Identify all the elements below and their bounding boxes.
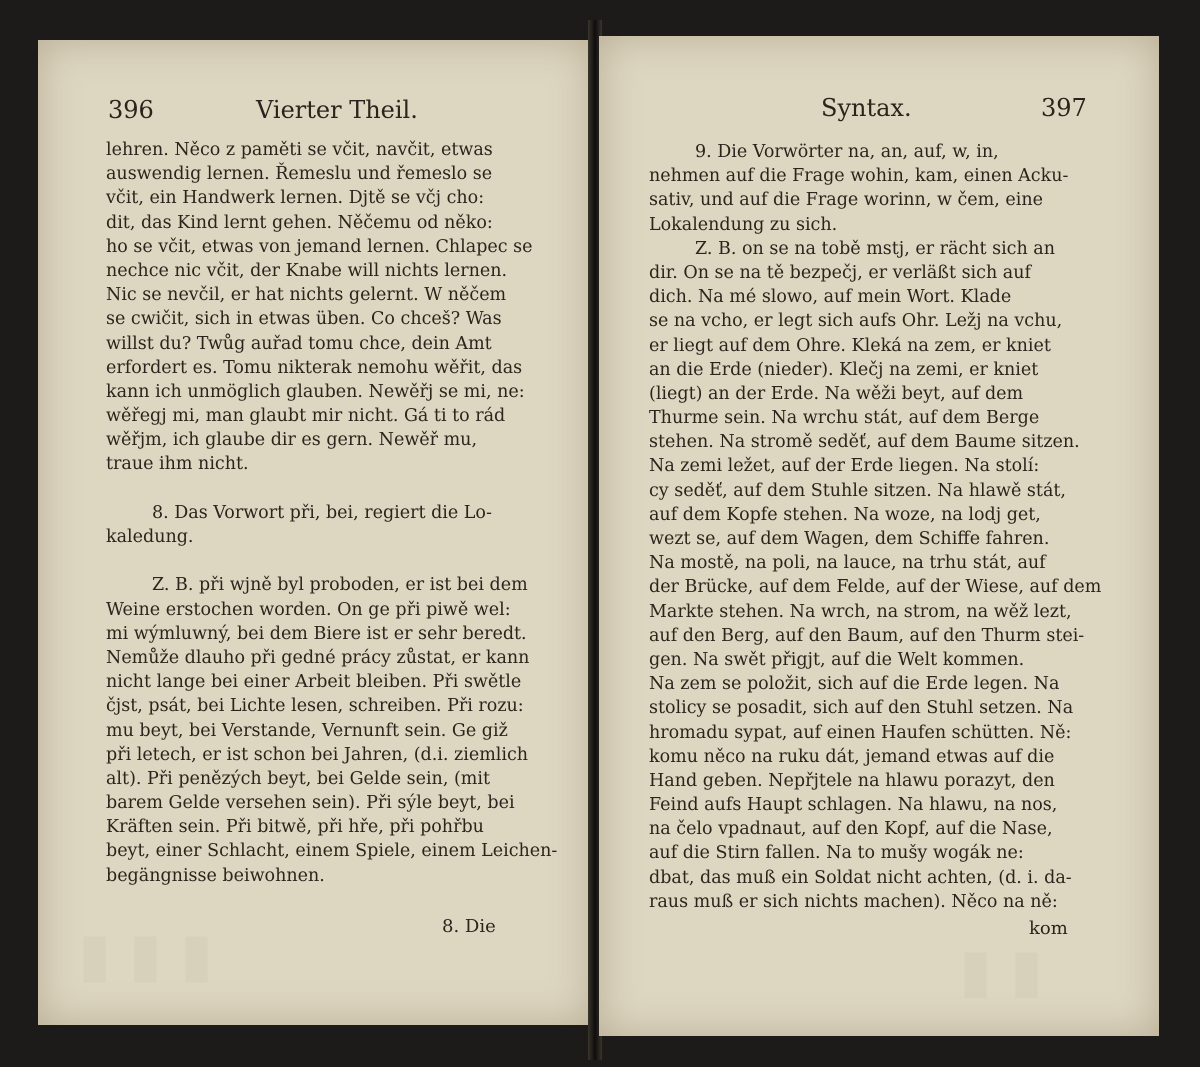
text-line: kaledung. [106, 527, 194, 547]
page-number-right: 397 [1041, 94, 1087, 122]
blank-line [106, 477, 538, 501]
text-line: Z. B. při wjně byl proboden, er ist bei dem [152, 575, 528, 596]
bleed-through: ▮▮▮ [78, 920, 232, 990]
text-line: Feind aufs Haupt schlagen. Na hlawu, na nos, [649, 795, 1058, 816]
text-line: beyt, einer Schlacht, einem Spiele, einem Leichen- [106, 841, 558, 862]
text-line: an die Erde (nieder). Klečj na zemi, er kniet [649, 359, 1039, 380]
text-line: auswendig lernen. Řemeslu und řemeslo se [106, 164, 493, 185]
text-line: nicht lange bei einer Arbeit bleiben. Při swětle [106, 672, 522, 693]
left-page [38, 40, 591, 1025]
text-line: wěřegj mi, man glaubt mir nicht. Gá ti to rád [106, 406, 506, 427]
catchword-left: 8. Die [442, 916, 496, 937]
catchword-right: kom [1029, 918, 1068, 939]
text-line: Markte stehen. Na wrch, na strom, na wěž lezt, [649, 601, 1072, 622]
text-line: Na zem se položit, sich auf die Erde legen. Na [649, 674, 1060, 695]
text-line: dich. Na mé slowo, auf mein Wort. Klade [649, 287, 1012, 308]
text-line: nechce nic včit, der Knabe will nichts lernen. [106, 260, 508, 281]
text-line: 9. Die Vorwörter na, an, auf, w, in, [695, 142, 999, 162]
text-line: sativ, und auf die Frage worinn, w čem, eine [649, 190, 1043, 211]
text-line: traue ihm nicht. [106, 454, 249, 475]
text-line: willst du? Twůg auřad tomu chce, dein Amt [106, 333, 492, 354]
text-line: Na mostě, na poli, na lauce, na trhu stát, auf [649, 553, 1046, 574]
text-line: Hand geben. Nepřjtele na hlawu porazyt, den [649, 770, 1055, 791]
text-line: alt). Při penězých beyt, bei Gelde sein, (mit [106, 768, 491, 789]
text-line: se na vcho, er legt sich aufs Ohr. Ležj na vchu, [649, 311, 1063, 332]
text-line: Lokalendung zu sich. [649, 214, 838, 235]
text-line: erfordert es. Tomu nikterak nemohu wěřit, das [106, 357, 523, 378]
text-line: včit, ein Handwerk lernen. Djtě se včj cho: [106, 188, 485, 209]
text-line: Z. B. on se na tobě mstj, er rächt sich an [695, 238, 1056, 259]
text-line: cy seděť, auf dem Stuhle sitzen. Na hlawě stát, [649, 480, 1066, 501]
text-line: nehmen auf die Frage wohin, kam, einen Acku- [649, 166, 1069, 187]
page-number-left: 396 [108, 96, 154, 124]
text-line: mu beyt, bei Verstande, Vernunft sein. Ge giž [106, 720, 508, 741]
text-line: lehren. Něco z paměti se včit, navčit, etwas [106, 140, 493, 160]
text-line: stehen. Na stromě seděť, auf dem Baume sitzen. [649, 432, 1080, 453]
text-line: 8. Das Vorwort při, bei, regiert die Lo- [152, 502, 492, 523]
text-line: mi wýmluwný, bei dem Biere ist er sehr beredt. [106, 623, 527, 644]
text-line: Nemůže dlauho při gedné prácy zůstat, er kann [106, 647, 530, 668]
text-line: auf dem Kopfe stehen. Na woze, na lodj get, [649, 504, 1041, 525]
blank-line [106, 549, 538, 573]
text-line: barem Gelde versehen sein). Při sýle beyt, bei [106, 793, 515, 814]
text-line: gen. Na swět přigjt, auf die Welt kommen. [649, 649, 1025, 670]
text-line: čjst, psát, bei Lichte lesen, schreiben. Při rozu: [106, 696, 524, 717]
text-line: auf den Berg, auf den Baum, auf den Thurm stei- [649, 625, 1085, 646]
text-line: Na zemi ležet, auf der Erde liegen. Na stolí: [649, 456, 1040, 477]
text-line: Nic se nevčil, er hat nichts gelernt. W něčem [106, 285, 507, 306]
right-text-block [649, 140, 1102, 914]
text-line: Weine erstochen worden. On ge při piwě wel: [106, 599, 511, 620]
text-line: Kräften sein. Při bitwě, při hře, při pohřbu [106, 817, 484, 838]
text-line: se cwičit, sich in etwas üben. Co chceš? Was [106, 309, 502, 330]
running-head-left: Vierter Theil. [256, 96, 418, 124]
text-line: wezt se, auf dem Wagen, dem Schiffe fahren. [649, 529, 1050, 549]
text-line: begängnisse beiwohnen. [106, 865, 325, 886]
text-line: dir. On se na tě bezpečj, er verläßt sich auf [649, 262, 1031, 283]
text-line: Thurme sein. Na wrchu stát, auf dem Berge [649, 408, 1040, 429]
text-line: při letech, er ist schon bei Jahren, (d.i. ziemlich [106, 744, 529, 765]
text-line: komu něco na ruku dát, jemand etwas auf die [649, 746, 1055, 767]
text-line: auf die Stirn fallen. Na to mušy wogák ne: [649, 843, 1024, 864]
text-line: ho se včit, etwas von jemand lernen. Chlapec se [106, 236, 533, 257]
text-line: er liegt auf dem Ohre. Kleká na zem, er kniet [649, 335, 1051, 356]
text-line: dit, das Kind lernt gehen. Něčemu od něko: [106, 212, 493, 233]
text-line: na čelo vpadnaut, auf den Kopf, auf die Nase, [649, 819, 1053, 840]
text-line: dbat, das muß ein Soldat nicht achten, (d. i. da- [649, 867, 1072, 888]
text-line: hromadu sypat, auf einen Haufen schütten. Ně: [649, 722, 1072, 743]
text-line: wěřjm, ich glaube dir es gern. Newěř mu, [106, 430, 478, 451]
left-text-block [106, 138, 558, 888]
text-line: (liegt) an der Erde. Na wěži beyt, auf dem [649, 383, 1024, 404]
right-page [599, 36, 1159, 1036]
running-head-right: Syntax. [821, 94, 912, 122]
text-line: der Brücke, auf dem Felde, auf der Wiese, auf dem [649, 577, 1102, 598]
text-line: raus muß er sich nichts machen). Něco na ně: [649, 891, 1058, 912]
bleed-through: ▮▮ [959, 936, 1062, 1006]
text-line: stolicy se posadit, sich auf den Stuhl setzen. Na [649, 698, 1074, 719]
text-line: kann ich unmöglich glauben. Newěřj se mi, ne: [106, 381, 525, 402]
